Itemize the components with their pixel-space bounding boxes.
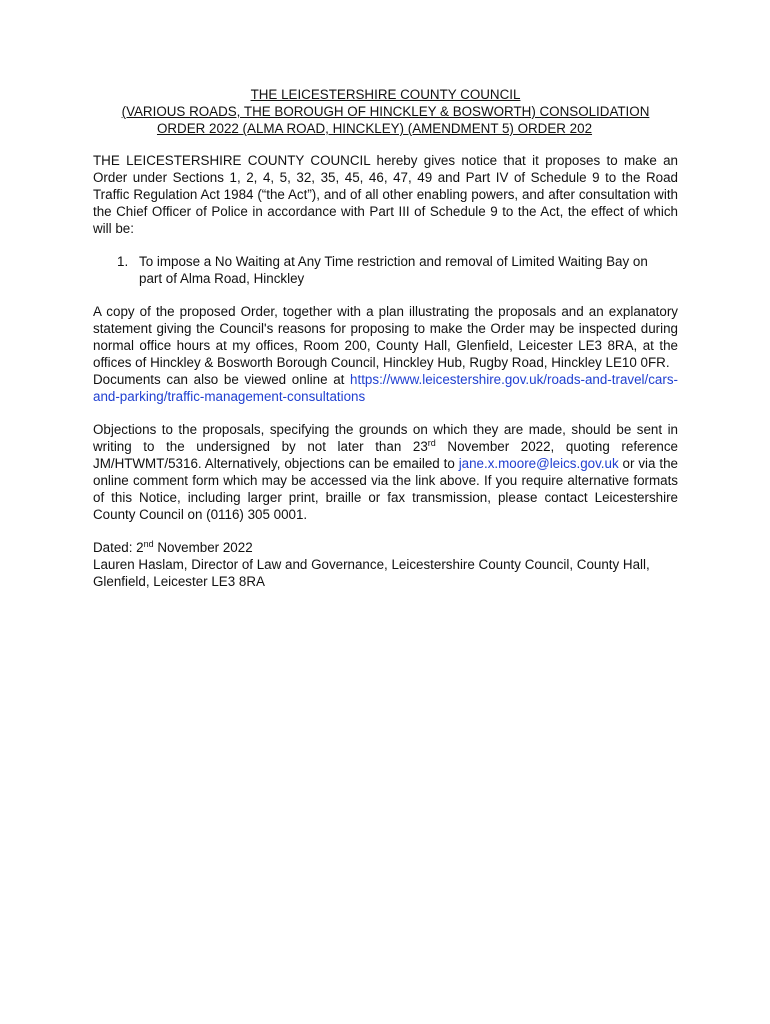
list-item-text: To impose a No Waiting at Any Time restriction and removal of Limited Waiting Bay on part of Alma Road, Hinckley	[139, 254, 648, 286]
signature-block: Lauren Haslam, Director of Law and Governance, Leicestershire County Council, County Hall, Glenfield, Leicester LE3 8RA	[93, 557, 650, 589]
dated-line	[93, 539, 678, 556]
consultations-link[interactable]: https://www.leicestershire.gov.uk/roads-and-travel/cars-and-parking/traffic-management-consultations	[93, 372, 678, 404]
dated-month-year: November 2022	[153, 540, 253, 555]
intro-paragraph: THE LEICESTERSHIRE COUNTY COUNCIL hereby gives notice that it proposes to make an Order under Sections 1, 2, 4, 5, 32, 35, 45, 46, 47, 49 and Part IV of Schedule 9 to the Road Traffic Regulation Act 1984 (“the Act”), and of all other enabling powers, and after consultation with the Chief Officer of Police in accordance with Part III of Schedule 9 to the Act, the effect of which will be:	[93, 153, 678, 236]
dated-prefix: Dated: 2	[93, 540, 144, 555]
objections-paragraph	[93, 421, 678, 523]
heading-line-1: THE LEICESTERSHIRE COUNTY COUNCIL	[250, 87, 521, 102]
inspection-paragraph	[93, 303, 678, 405]
objections-date-suffix: rd	[427, 438, 436, 448]
heading-line-3: ORDER 2022 (ALMA ROAD, HINCKLEY) (AMENDMENT 5) ORDER 202	[156, 121, 593, 136]
list-item	[93, 253, 678, 287]
notice-heading	[93, 86, 678, 137]
online-prefix: Documents can also be viewed online at	[93, 372, 351, 387]
email-link[interactable]: jane.x.moore@leics.gov.uk	[458, 456, 619, 471]
heading-line-2: (VARIOUS ROADS, THE BOROUGH OF HINCKLEY & BOSWORTH) CONSOLIDATION	[121, 104, 650, 119]
effects-list	[93, 253, 678, 287]
objections-text-2: November 2022, quoting reference JM/HTWMT/5316. Alternatively, objections can be emailed to	[93, 439, 678, 471]
inspection-text: A copy of the proposed Order, together with a plan illustrating the proposals and an explanatory statement giving the Council's reasons for proposing to make the Order may be inspected during normal office hours at my offices, Room 200, County Hall, Glenfield, Leicester LE3 8RA, at the offices of Hinckley & Bosworth Borough Council, Hinckley Hub, Rugby Road, Hinckley LE10 0FR.	[93, 304, 678, 370]
objections-text-1: Objections to the proposals, specifying the grounds on which they are made, should be sent in writing to the undersigned by not later than 23	[93, 422, 678, 454]
notice-document	[93, 86, 678, 590]
dated-suffix-sup: nd	[143, 539, 154, 549]
list-item-number: 1.	[117, 254, 129, 269]
objections-text-3: or via the online comment form which may be accessed via the link above. If you require alternative formats of this Notice, including larger print, braille or fax transmission, please contact Leicestershire County Council on (0116) 305 0001.	[93, 456, 678, 522]
